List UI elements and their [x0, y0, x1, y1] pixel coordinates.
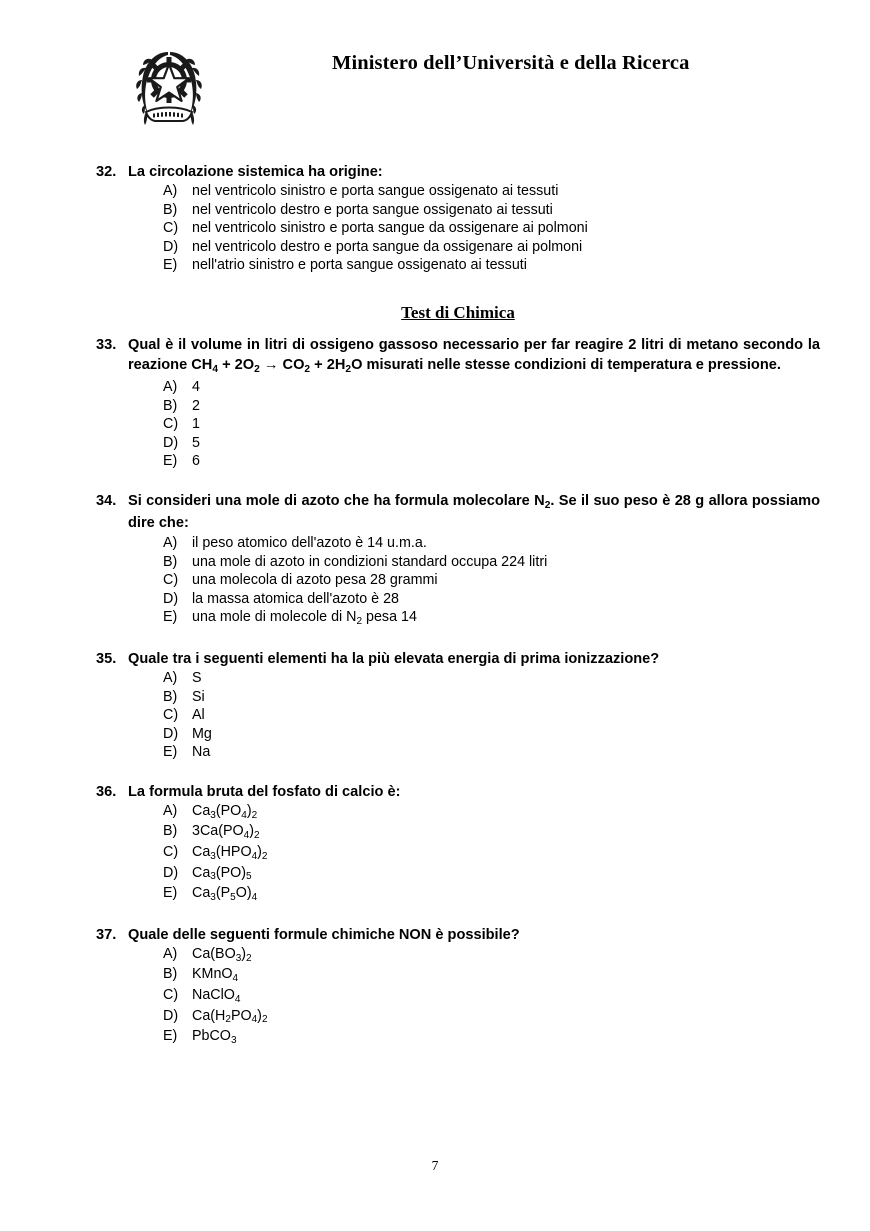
page-header: [96, 40, 820, 140]
option-text: una molecola di azoto pesa 28 grammi: [192, 572, 438, 589]
option-text: una mole di azoto in condizioni standard occupa 224 litri: [192, 553, 548, 570]
option-letter: D): [163, 1007, 179, 1024]
option-letter: E): [163, 453, 178, 470]
option-text: 5: [192, 434, 200, 451]
option-letter: E): [163, 1028, 178, 1045]
option-text: nel ventricolo sinistro e porta sangue ossigenato ai tessuti: [192, 183, 559, 199]
question-heading: [96, 925, 820, 945]
option-item[interactable]: [96, 688, 820, 707]
option-item[interactable]: [96, 1027, 820, 1048]
option-letter: B): [163, 201, 178, 218]
option-letter: B): [163, 397, 178, 414]
page-number: 7: [431, 1158, 439, 1173]
section-heading: [96, 303, 820, 323]
option-letter: D): [163, 434, 179, 451]
option-item[interactable]: [96, 706, 820, 725]
option-text: nel ventricolo destro e porta sangue ossigenato ai tessuti: [192, 201, 553, 218]
question-number: 35.: [96, 650, 117, 667]
option-letter: C): [163, 220, 179, 237]
option-text: 2: [192, 397, 200, 414]
option-item[interactable]: [96, 256, 820, 275]
option-letter: D): [163, 238, 179, 255]
exam-content: [96, 162, 820, 1048]
question-text: Qual è il volume in litri di ossigeno gassoso necessario per far reagire 2 litri di metano secondo la reazione $CH_4 + 2O_2 \to CO_2 + 2H_2O$ misurati nelle stesse condizioni di temperatura e pressione.: [128, 336, 820, 376]
question-32: [96, 162, 820, 275]
option-text: PbCO$_3$: [192, 1028, 237, 1047]
option-text: il peso atomico dell'azoto è 14 u.m.a.: [192, 534, 427, 551]
option-text: 6: [192, 453, 200, 470]
italian-republic-emblem: [134, 42, 204, 134]
option-text: $Ca_3(PO_4)_2$: [192, 802, 258, 821]
option-item[interactable]: [96, 238, 820, 257]
question-heading: [96, 162, 820, 182]
option-text: Mg: [192, 725, 212, 742]
option-letter: D): [163, 590, 179, 607]
option-letter: A): [163, 183, 178, 199]
option-list-37: [96, 945, 820, 1048]
option-letter: C): [163, 844, 179, 861]
option-item[interactable]: [96, 452, 820, 471]
option-text: KMnO$_4$: [192, 966, 239, 985]
option-text: $Ca(BO_3)_2$: [192, 945, 252, 964]
option-letter: B): [163, 966, 178, 983]
option-item[interactable]: [96, 743, 820, 762]
option-item[interactable]: [96, 434, 820, 453]
option-item[interactable]: [96, 201, 820, 220]
option-letter: C): [163, 987, 179, 1004]
option-text: $3Ca(PO_4)_2$: [192, 823, 260, 842]
option-text: $Ca(H_2PO_4)_2$: [192, 1007, 268, 1026]
option-item[interactable]: [96, 590, 820, 609]
section-heading-text: Test di Chimica: [401, 302, 515, 322]
option-item[interactable]: [96, 182, 820, 201]
question-37: [96, 925, 820, 1048]
option-text: $Ca_3(HPO_4)_2$: [192, 844, 268, 862]
option-item[interactable]: [96, 802, 820, 823]
option-item[interactable]: [96, 553, 820, 572]
option-item[interactable]: [96, 725, 820, 744]
option-list-36: [96, 802, 820, 905]
question-36: [96, 782, 820, 905]
option-item[interactable]: [96, 378, 820, 397]
option-letter: A): [163, 669, 178, 686]
option-text: 1: [192, 416, 200, 433]
option-item[interactable]: [96, 534, 820, 553]
option-letter: D): [163, 864, 179, 881]
option-letter: A): [163, 534, 178, 551]
question-text: La formula bruta del fosfato di calcio è:: [128, 783, 401, 800]
ministry-title: Ministero dell’Università e della Ricerca: [332, 52, 690, 74]
option-letter: E): [163, 744, 178, 761]
option-text: S: [192, 669, 202, 686]
option-item[interactable]: [96, 822, 820, 843]
option-letter: E): [163, 257, 178, 274]
option-item[interactable]: [96, 843, 820, 864]
question-text: Quale delle seguenti formule chimiche NON è possibile?: [128, 926, 520, 943]
option-text: una mole di molecole di $N_2$ pesa 14: [192, 609, 417, 628]
option-item[interactable]: [96, 986, 820, 1007]
option-item[interactable]: [96, 1007, 820, 1028]
option-text: $Ca_3(P_5O)_4$: [192, 885, 258, 904]
option-letter: B): [163, 823, 178, 840]
question-text: Si consideri una mole di azoto che ha formula molecolare $N_2$. Se il suo peso è 28 g allora possiamo dire che:: [128, 492, 820, 532]
question-number: 34.: [96, 492, 117, 509]
option-list-34: [96, 534, 820, 629]
option-item[interactable]: [96, 608, 820, 629]
option-letter: E): [163, 609, 178, 626]
option-text: la massa atomica dell'azoto è 28: [192, 590, 399, 607]
option-item[interactable]: [96, 415, 820, 434]
option-item[interactable]: [96, 884, 820, 905]
option-text: Si: [192, 688, 205, 705]
option-list-32: [96, 182, 820, 275]
option-letter: D): [163, 725, 179, 742]
option-item[interactable]: [96, 864, 820, 885]
question-number: 36.: [96, 783, 117, 800]
question-heading: [96, 335, 820, 378]
option-letter: B): [163, 553, 178, 570]
option-text: 4: [192, 378, 200, 395]
option-text: NaClO$_4$: [192, 987, 241, 1005]
option-item[interactable]: [96, 571, 820, 590]
option-letter: A): [163, 802, 178, 819]
question-heading: [96, 782, 820, 802]
option-letter: A): [163, 378, 178, 395]
option-letter: C): [163, 707, 179, 724]
option-item[interactable]: [96, 219, 820, 238]
question-heading: [96, 491, 820, 534]
question-35: [96, 649, 820, 762]
option-item[interactable]: [96, 397, 820, 416]
option-list-35: [96, 669, 820, 762]
question-34: [96, 491, 820, 629]
option-text: nell'atrio sinistro e porta sangue ossigenato ai tessuti: [192, 257, 527, 274]
question-33: [96, 335, 820, 471]
option-text: nel ventricolo destro e porta sangue da ossigenare ai polmoni: [192, 238, 583, 255]
option-list-33: [96, 378, 820, 471]
question-text: Quale tra i seguenti elementi ha la più elevata energia di prima ionizzazione?: [128, 650, 660, 667]
question-number: 32.: [96, 164, 117, 180]
question-number: 33.: [96, 336, 117, 353]
option-item[interactable]: [96, 965, 820, 986]
option-letter: C): [163, 416, 179, 433]
option-letter: A): [163, 945, 178, 962]
option-text: Al: [192, 707, 205, 724]
question-number: 37.: [96, 926, 117, 943]
option-letter: B): [163, 688, 178, 705]
option-text: nel ventricolo sinistro e porta sangue da ossigenare ai polmoni: [192, 220, 588, 237]
question-heading: [96, 649, 820, 669]
option-letter: C): [163, 572, 179, 589]
option-letter: E): [163, 885, 178, 902]
option-item[interactable]: [96, 669, 820, 688]
option-text: Na: [192, 744, 211, 761]
question-text: La circolazione sistemica ha origine:: [128, 164, 383, 180]
option-text: $Ca_3(PO)_5$: [192, 864, 252, 883]
option-item[interactable]: [96, 945, 820, 966]
